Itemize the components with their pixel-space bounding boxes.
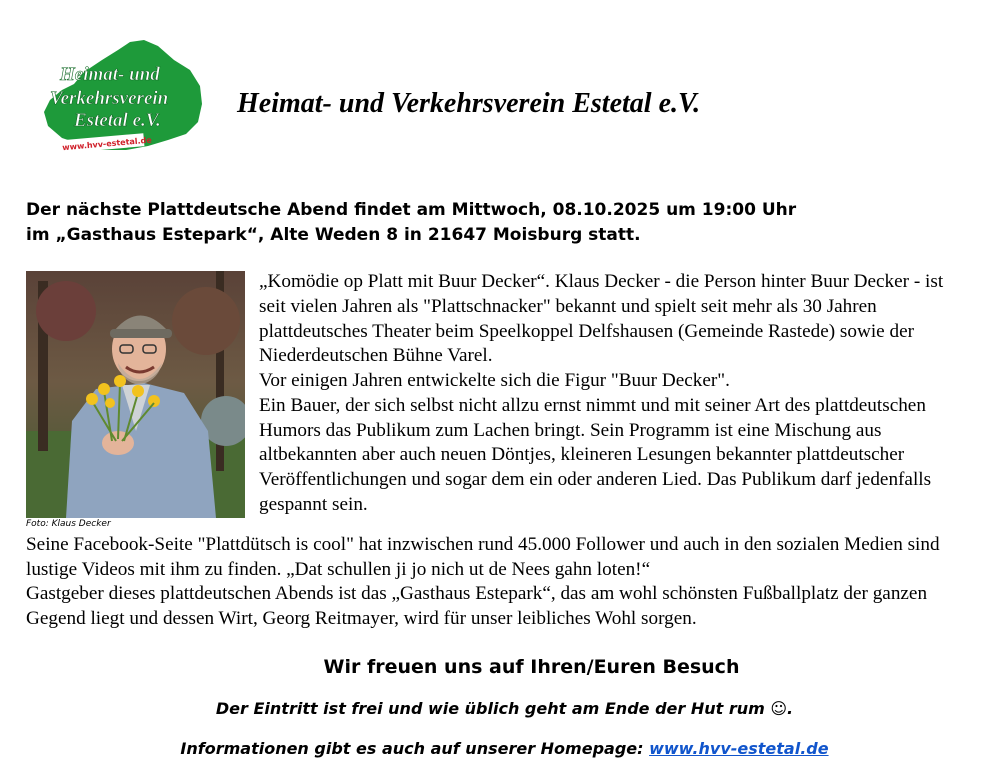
entry-note: Der Eintritt ist frei und wie üblich geht am Ende der Hut rum ☺. <box>215 699 794 718</box>
logo-line1: Heimat- und <box>60 64 160 85</box>
club-logo-graphic <box>40 38 208 156</box>
article-body-full <box>26 533 976 631</box>
logo-url: www.hvv-estetal.de <box>61 135 153 153</box>
homepage-info-text: Informationen gibt es auch auf unserer Homepage: <box>180 739 650 758</box>
logo-line2: Verkehrsverein <box>50 88 169 109</box>
article-paragraph-4: Seine Facebook-Seite "Plattdütsch is cool" hat inzwischen rund 45.000 Follower und auch in den sozialen Medien sind lustige Videos mit ihm zu finden. „Dat schullen ji jo nich ut de Nees gahn loten!“ <box>26 534 940 580</box>
homepage-link[interactable]: www.hvv-estetal.de <box>649 739 829 758</box>
organization-title: Heimat- und Verkehrsverein Estetal e.V. <box>237 88 701 119</box>
welcome-message: Wir freuen uns auf Ihren/Euren Besuch <box>323 656 740 678</box>
article-paragraph-2: Vor einigen Jahren entwickelte sich die Figur "Buur Decker". <box>259 370 730 391</box>
photo-caption: Foto: Klaus Decker <box>26 519 111 529</box>
article-paragraph-5: Gastgeber dieses plattdeutschen Abends ist das „Gasthaus Estepark“, das am wohl schönsten Fußballplatz der ganzen Gegend liegt und dessen Wirt, Georg Reitmayer, wird für unser leibliches Wohl sorgen. <box>26 583 928 629</box>
announcement-line-2: im „Gasthaus Estepark“, Alte Weden 8 in 21647 Moisburg statt. <box>26 225 641 245</box>
announcement-line-1: Der nächste Plattdeutsche Abend findet am Mittwoch, 08.10.2025 um 19:00 Uhr <box>26 200 797 220</box>
performer-photo <box>26 271 245 518</box>
homepage-info <box>0 739 987 758</box>
performer-photo-graphic <box>26 271 245 518</box>
club-logo <box>40 38 208 156</box>
event-announcement <box>26 198 796 248</box>
article-paragraph-1: „Komödie op Platt mit Buur Decker“. Klaus Decker - die Person hinter Buur Decker - ist seit vielen Jahren als "Plattschnacker" bekannt und spielt seit mehr als 30 Jahren plattdeutsches Theater beim Speelkoppel Delfshausen (Gemeinde Rastede) sowie der Niederdeutschen Bühne Varel. <box>259 271 944 367</box>
article-body-right <box>259 270 974 518</box>
logo-line3: Estetal e.V. <box>74 110 161 131</box>
article-paragraph-3: Ein Bauer, der sich selbst nicht allzu ernst nimmt und mit seiner Art des plattdeutschen Humors das Publikum zum Lachen bringt. Sein Programm ist eine Mischung aus altbekannten aber auch neuen Döntjes, kleineren Lesungen bekannter plattdeutscher Veröffentlichungen und sogar dem ein oder anderen Lied. Das Publikum darf jedenfalls gespannt sein. <box>259 394 932 515</box>
